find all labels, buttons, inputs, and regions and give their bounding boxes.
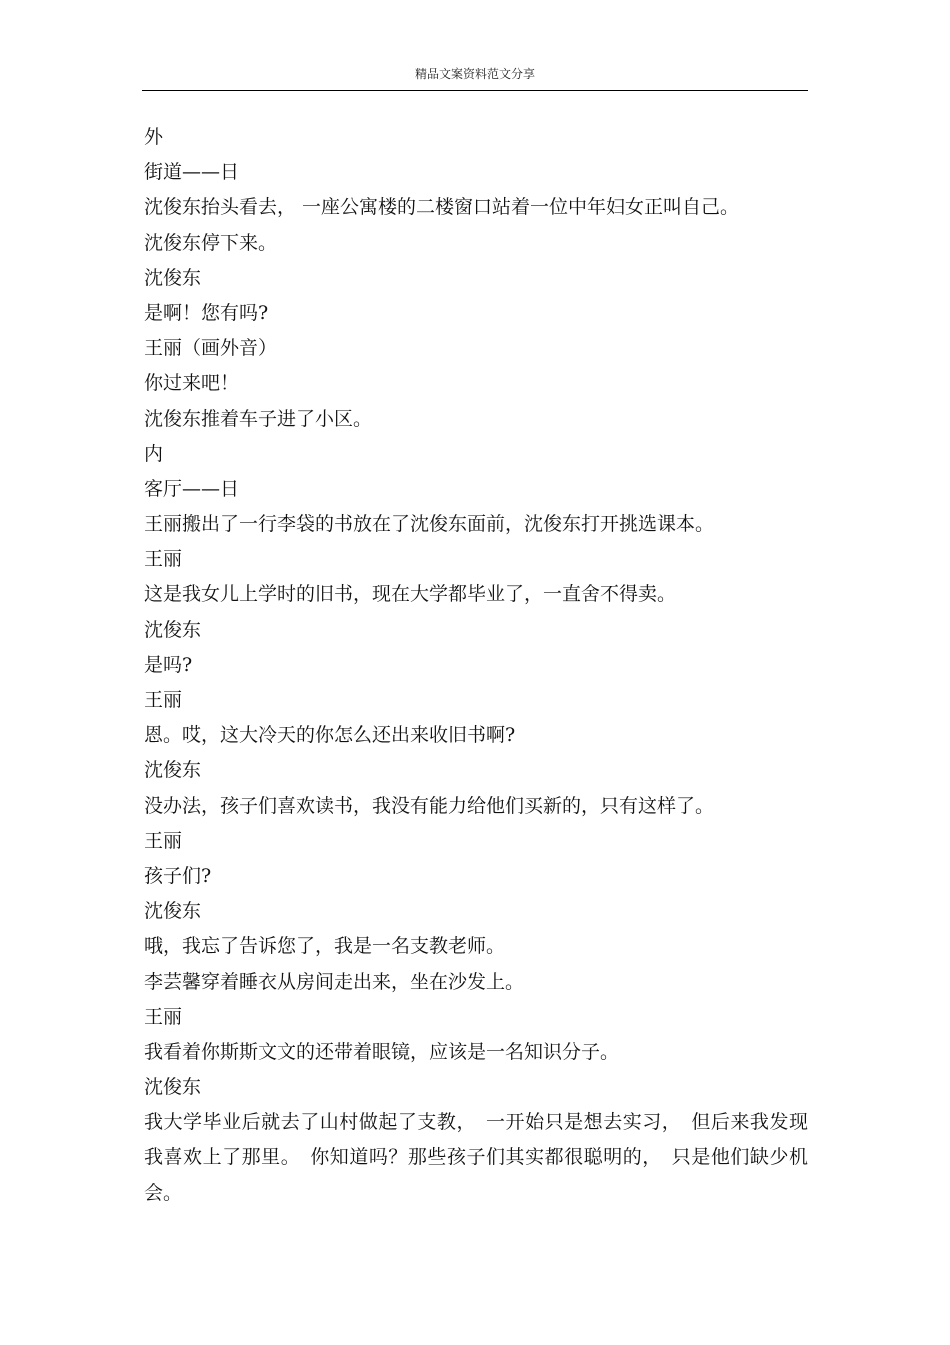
character-name: 王丽（画外音） (144, 337, 278, 360)
dialogue-line: 没办法，孩子们喜欢读书，我没有能力给他们买新的，只有这样了。 (144, 794, 715, 817)
scene-heading: 客厅——日 (144, 477, 240, 500)
dialogue-paragraph: 我大学毕业后就去了山村做起了支教， 一开始只是想去实习， 但后来我发现我喜欢上了那里。 你知道吗？那些孩子们其实都很聪明的， 只是他们缺少机会。 (144, 1111, 808, 1204)
dialogue-line: 这是我女儿上学时的旧书，现在大学都毕业了，一直舍不得卖。 (144, 583, 677, 606)
character-name: 沈俊东 (144, 618, 202, 641)
dialogue-line: 你过来吧！ (144, 372, 240, 395)
character-name: 沈俊东 (144, 759, 202, 782)
script-body (144, 120, 808, 1211)
character-name: 王丽 (144, 548, 183, 571)
dialogue-line: 哦，我忘了告诉您了，我是一名支教老师。 (144, 935, 506, 958)
dialogue-line: 孩子们? (144, 864, 212, 887)
scene-location: 外 (144, 126, 164, 148)
action-line: 沈俊东停下来。 (144, 231, 278, 254)
character-name: 王丽 (144, 1005, 183, 1028)
scene-heading: 街道——日 (144, 161, 240, 184)
dialogue-line: 恩。哎，这大冷天的你怎么还出来收旧书啊? (144, 724, 516, 747)
header-divider (142, 90, 808, 91)
character-name: 沈俊东 (144, 266, 202, 289)
action-line: 李芸馨穿着睡衣从房间走出来，坐在沙发上。 (144, 970, 525, 993)
action-line: 王丽搬出了一行李袋的书放在了沈俊东面前，沈俊东打开挑选课本。 (144, 513, 715, 536)
character-name: 王丽 (144, 829, 183, 852)
page-header: 精品文案资料范文分享 (414, 67, 535, 81)
dialogue-line: 是啊！您有吗? (144, 301, 269, 324)
action-line: 沈俊东抬头看去， 一座公寓楼的二楼窗口站着一位中年妇女正叫自己。 (144, 196, 740, 219)
character-name: 王丽 (144, 689, 183, 711)
character-name: 沈俊东 (144, 900, 202, 923)
dialogue-line: 我看着你斯斯文文的还带着眼镜，应该是一名知识分子。 (144, 1040, 620, 1063)
action-line: 沈俊东推着车子进了小区。 (144, 407, 373, 430)
dialogue-line: 是吗? (144, 653, 193, 676)
character-name: 沈俊东 (144, 1076, 202, 1099)
scene-location: 内 (144, 442, 164, 465)
